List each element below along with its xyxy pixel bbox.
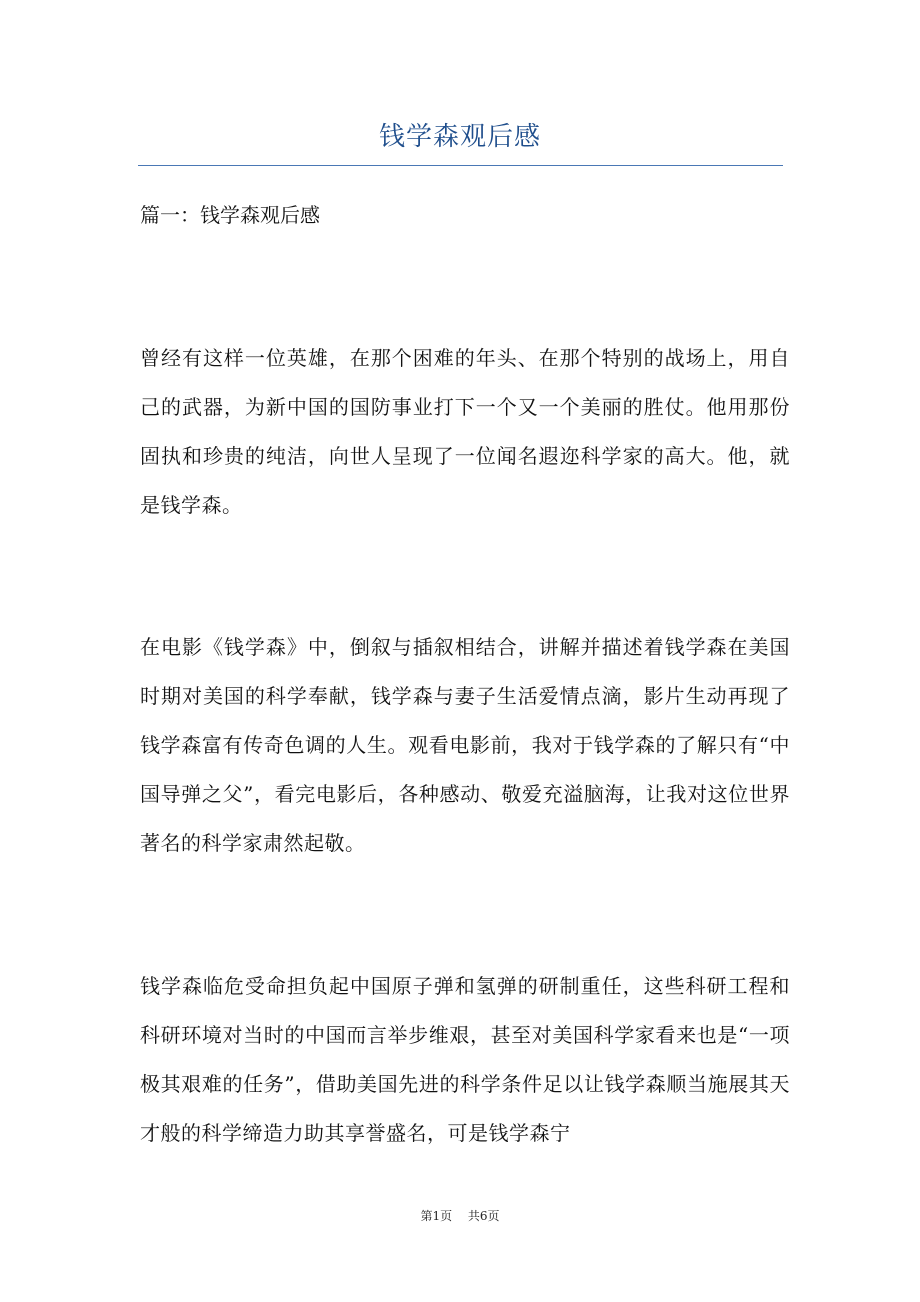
paragraph-3: 钱学森临危受命担负起中国原子弹和氢弹的研制重任，这些科研工程和科研环境对当时的中国而言举步维艰，甚至对美国科学家看来也是“一项极其艰难的任务”，借助美国先进的科学条件足以让钱学森顺当施展其天才般的科学缔造力助其享誉盛名，可是钱学森宁 [140,974,790,1145]
paragraph-1: 曾经有这样一位英雄，在那个困难的年头、在那个特别的战场上，用自己的武器，为新中国的国防事业打下一个又一个美丽的胜仗。他用那份固执和珍贵的纯洁，向世人呈现了一位闻名遐迩科学家的高大。他，就是钱学森。 [140,346,790,517]
title-divider [138,165,783,166]
document-title: 钱学森观后感 [378,122,541,152]
paragraph-2: 在电影《钱学森》中，倒叙与插叙相结合，讲解并描述着钱学森在美国时期对美国的科学奉献，钱学森与妻子生活爱情点滴，影片生动再现了钱学森富有传奇色调的人生。观看电影前，我对于钱学森的了解只有“中国导弹之父”，看完电影后，各种感动、敬爱充溢脑海，让我对这位世界著名的科学家肃然起敬。 [140,635,790,855]
page-total: 共6页 [467,1209,500,1223]
section-heading: 篇一：钱学森观后感 [140,203,320,227]
page-number: 第1页 [420,1209,453,1223]
page-footer [0,1207,920,1224]
